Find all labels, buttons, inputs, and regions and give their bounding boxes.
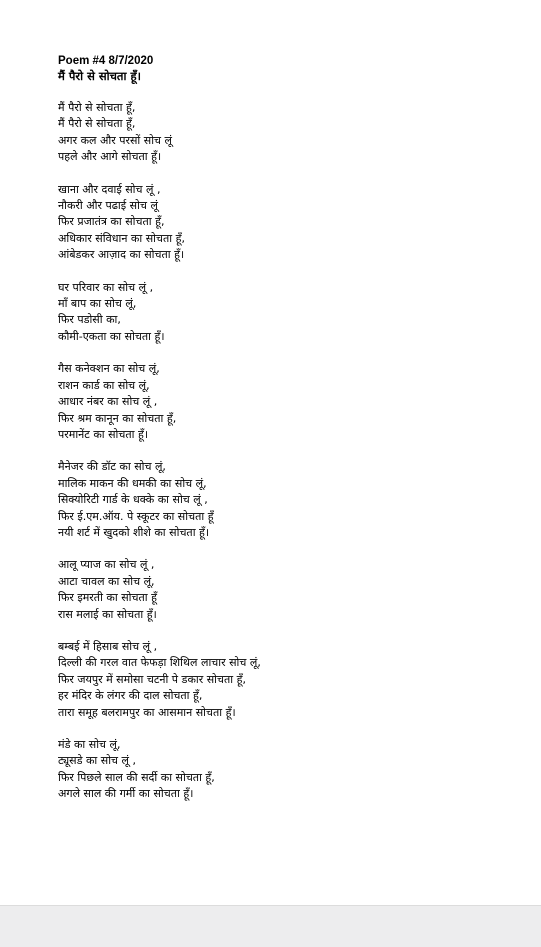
stanza	[58, 280, 531, 346]
poem-line: आटा चावल का सोच लूं,	[58, 574, 155, 588]
poem-body	[58, 100, 531, 803]
poem-line: खाना और दवाई सोच लूं ,	[58, 182, 161, 196]
stanza	[58, 100, 531, 166]
poem-line: आलू प्याज का सोच लूं ,	[58, 558, 155, 572]
stanza	[58, 557, 531, 623]
poem-line: कौमी-एकता का सोचता हूँ।	[58, 329, 165, 343]
poem-line: तारा समूह बलरामपुर का आसमान सोचता हूँ।	[58, 705, 236, 719]
stanza	[58, 639, 531, 721]
poem-line: अगले साल की गर्मी का सोचता हूँ।	[58, 787, 194, 801]
poem-line: फिर ई.एम.ऑय. पे स्कूटर का सोचता हूँ	[58, 509, 214, 523]
poem-line: राशन कार्ड का सोच लूं,	[58, 378, 150, 392]
poem-line: हर मंदिर के लंगर की दाल सोचता हूँ,	[58, 689, 203, 703]
stanza	[58, 361, 531, 443]
stanza	[58, 459, 531, 541]
stanza	[58, 182, 531, 264]
poem-line: फिर पिछले साल की सर्दी का सोचता हूँ,	[58, 770, 215, 784]
poem-line: फिर जयपुर में समोसा चटनी पे डकार सोचता हूँ,	[58, 672, 246, 686]
poem-line: फिर प्रजातंत्र का सोचता हूँ,	[58, 215, 165, 229]
poem-line: पहले और आगे सोचता हूँ।	[58, 150, 162, 164]
poem-line: परमानेंट का सोचता हूँ।	[58, 427, 149, 441]
poem-line: अधिकार संविधान का सोचता हूँ,	[58, 231, 185, 245]
poem-line: गैस कनेक्शन का सोच लूं,	[58, 362, 160, 376]
poem-line: आधार नंबर का सोच लूं ,	[58, 395, 158, 409]
poem-line: बम्बई में हिसाब सोच लूं ,	[58, 639, 158, 653]
poem-heading: Poem #4 8/7/2020	[58, 55, 154, 67]
poem-line: दिल्ली की गरल वात फेफड़ा शिथिल लाचार सोच लूं,	[58, 656, 261, 670]
poem-line: फिर पडोसी का,	[58, 313, 121, 327]
poem-line: ट्यूसडे का सोच लूं ,	[58, 754, 136, 768]
poem-line: फिर श्रम कानून का सोचता हूँ,	[58, 411, 177, 425]
poem-line: आंबेडकर आज़ाद का सोचता हूँ।	[58, 248, 185, 262]
poem-line: मालिक माकन की धमकी का सोच लूं,	[58, 476, 207, 490]
poem-line: नयी शर्ट में खुदको शीशे का सोचता हूँ।	[58, 525, 210, 539]
poem-line: घर परिवार का सोच लूं ,	[58, 280, 154, 294]
viewer-bottom-bar	[0, 905, 541, 947]
poem-line: मैं पैरो से सोचता हूँ,	[58, 101, 136, 114]
poem-line: मैं पैरो से सोचता हूँ,	[58, 117, 136, 131]
stanza	[58, 737, 531, 803]
poem-line: मैनेजर की डॉट का सोच लूं,	[58, 460, 166, 474]
poem-line: रास मलाई का सोचता हूँ।	[58, 607, 157, 621]
poem-line: फिर इमरती का सोचता हूँ	[58, 591, 157, 605]
poem-title: मैं पैरो से सोचता हूँ।	[58, 69, 141, 83]
poem-line: नौकरी और पढाई सोच लूं	[58, 199, 158, 213]
poem-line: सिक्योरिटी गार्ड के धक्के का सोच लूं ,	[58, 493, 208, 507]
poem-content	[58, 54, 531, 819]
poem-line: मंडे का सोच लूं,	[58, 738, 121, 751]
poem-line: अगर कल और परसों सोच लूं	[58, 133, 172, 147]
poem-line: माँ बाप का सोच लूं,	[58, 297, 137, 311]
